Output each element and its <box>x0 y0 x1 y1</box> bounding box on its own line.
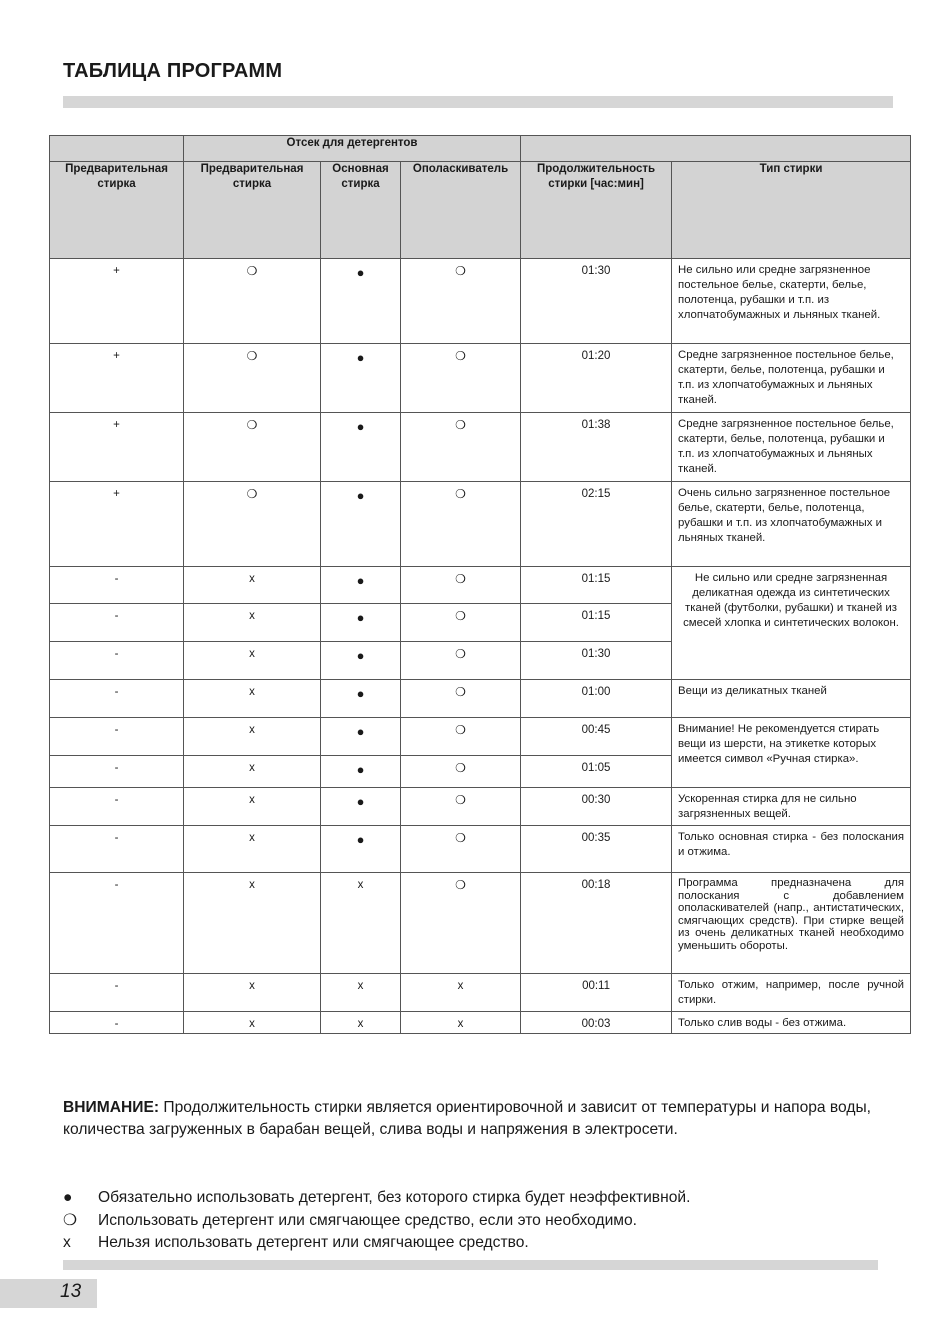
cell-wash-type: Ускоренная стирка для не сильно загрязненных вещей. <box>672 788 911 826</box>
cell-prewash: + <box>50 413 184 482</box>
cell-prewash: + <box>50 344 184 413</box>
cell-duration: 00:30 <box>521 788 672 826</box>
program-table <box>49 135 911 1034</box>
table-row <box>50 259 911 344</box>
cell-duration: 00:18 <box>521 873 672 974</box>
cell-duration: 01:15 <box>521 604 672 642</box>
cell-compartment-prewash: x <box>184 974 321 1012</box>
cell-prewash: - <box>50 873 184 974</box>
cell-compartment-main: ● <box>321 756 401 788</box>
cell-compartment-softener: ❍ <box>401 482 521 567</box>
cell-compartment-main: ● <box>321 604 401 642</box>
cell-wash-type: Средне загрязненное постельное белье, скатерти, белье, полотенца, рубашки и т.п. из хлопчатобумажных и льняных тканей. <box>672 413 911 482</box>
cell-compartment-softener: ❍ <box>401 718 521 756</box>
cell-compartment-softener: ❍ <box>401 567 521 604</box>
legend-text: Использовать детергент или смягчающее средство, если это необходимо. <box>98 1211 638 1229</box>
page-title: ТАБЛИЦА ПРОГРАММ <box>63 60 283 82</box>
cell-prewash: - <box>50 1012 184 1034</box>
cell-compartment-main: ● <box>321 788 401 826</box>
cell-compartment-main: x <box>321 873 401 974</box>
cell-duration: 00:35 <box>521 826 672 873</box>
cell-compartment-prewash: x <box>184 826 321 873</box>
cell-compartment-prewash: ❍ <box>184 482 321 567</box>
table-row <box>50 413 911 482</box>
cell-wash-type: Внимание! Не рекомендуется стирать вещи из шерсти, на этикетке которых имеется символ «Ручная стирка». <box>672 718 911 788</box>
cell-duration: 01:05 <box>521 756 672 788</box>
cell-compartment-main: ● <box>321 482 401 567</box>
cell-prewash: + <box>50 482 184 567</box>
cell-compartment-softener: ❍ <box>401 604 521 642</box>
cell-compartment-softener: ❍ <box>401 680 521 718</box>
duration-warning-note <box>63 1097 883 1140</box>
cell-compartment-main: ● <box>321 259 401 344</box>
cell-compartment-prewash: x <box>184 873 321 974</box>
cell-compartment-prewash: ❍ <box>184 344 321 413</box>
cell-compartment-main: ● <box>321 344 401 413</box>
cell-duration: 00:03 <box>521 1012 672 1034</box>
cell-prewash: - <box>50 567 184 604</box>
cell-wash-type: Только основная стирка - без полоскания и отжима. <box>672 826 911 873</box>
hollow-circle-icon: ❍ <box>63 1211 77 1229</box>
cell-compartment-main: x <box>321 1012 401 1034</box>
cell-compartment-prewash: x <box>184 567 321 604</box>
cell-prewash: - <box>50 642 184 680</box>
cell-prewash: - <box>50 788 184 826</box>
header-empty-cell <box>50 136 184 162</box>
cell-duration: 01:30 <box>521 642 672 680</box>
cell-prewash: - <box>50 756 184 788</box>
header-empty-cell <box>521 136 911 162</box>
header-wash-type: Тип стирки <box>672 162 911 259</box>
cell-compartment-prewash: x <box>184 680 321 718</box>
cell-compartment-softener: ❍ <box>401 788 521 826</box>
header-compartment-softener: Ополаскиватель <box>401 162 521 259</box>
cell-duration: 00:11 <box>521 974 672 1012</box>
cell-wash-type: Средне загрязненное постельное белье, скатерти, белье, полотенца, рубашки и т.п. из хлопчатобумажных и льняных тканей. <box>672 344 911 413</box>
cell-compartment-prewash: x <box>184 604 321 642</box>
filled-circle-icon: ● <box>63 1189 73 1206</box>
cell-prewash: - <box>50 680 184 718</box>
cell-compartment-prewash: x <box>184 788 321 826</box>
legend-text: Обязательно использовать детергент, без которого стирка будет неэффективной. <box>98 1189 691 1206</box>
cell-duration: 01:20 <box>521 344 672 413</box>
cell-compartment-main: ● <box>321 826 401 873</box>
cell-compartment-softener: ❍ <box>401 642 521 680</box>
table-row <box>50 788 911 826</box>
cell-wash-type: Только слив воды - без отжима. <box>672 1012 911 1034</box>
table-row <box>50 567 911 604</box>
cell-prewash: - <box>50 718 184 756</box>
table-row <box>50 344 911 413</box>
cell-prewash: - <box>50 974 184 1012</box>
legend-item <box>63 1232 690 1255</box>
legend-item <box>63 1210 690 1233</box>
cell-compartment-softener: ❍ <box>401 756 521 788</box>
header-compartment-main: Основная стирка <box>321 162 401 259</box>
table-header-row <box>50 162 911 259</box>
cell-duration: 01:38 <box>521 413 672 482</box>
footer-bar <box>63 1260 878 1270</box>
cross-icon: x <box>63 1234 71 1252</box>
page-number-box <box>0 1279 97 1308</box>
cell-compartment-softener: x <box>401 974 521 1012</box>
header-detergent-compartment: Отсек для детергентов <box>184 136 521 162</box>
page-number: 13 <box>60 1281 82 1302</box>
header-duration: Продолжительность стирки [час:мин] <box>521 162 672 259</box>
cell-wash-type: Не сильно или средне загрязненная деликатная одежда из синтетических тканей (футболки, рубашки) и тканей из смесей хлопка и синтетических волокон. <box>672 567 911 680</box>
cell-wash-type: Очень сильно загрязненное постельное белье, скатерти, белье, полотенца, рубашки и т.п. из хлопчатобумажных и льняных тканей. <box>672 482 911 567</box>
cell-duration: 02:15 <box>521 482 672 567</box>
warning-label: ВНИМАНИЕ: <box>63 1099 160 1116</box>
cell-compartment-main: ● <box>321 413 401 482</box>
table-row <box>50 680 911 718</box>
table-row <box>50 1012 911 1034</box>
cell-duration: 01:00 <box>521 680 672 718</box>
table-row <box>50 826 911 873</box>
cell-wash-type: Не сильно или средне загрязненное постельное белье, скатерти, белье, полотенца, рубашки и т.п. из хлопчатобумажных и льняных тканей. <box>672 259 911 344</box>
cell-compartment-main: ● <box>321 642 401 680</box>
cell-compartment-softener: ❍ <box>401 826 521 873</box>
cell-compartment-main: ● <box>321 567 401 604</box>
legend-item <box>63 1187 690 1210</box>
cell-wash-type: Вещи из деликатных тканей <box>672 680 911 718</box>
header-prewash: Предварительная стирка <box>50 162 184 259</box>
cell-duration: 01:30 <box>521 259 672 344</box>
cell-compartment-softener: ❍ <box>401 344 521 413</box>
legend-text: Нельзя использовать детергент или смягчающее средство. <box>98 1234 529 1252</box>
cell-compartment-softener: ❍ <box>401 259 521 344</box>
title-underline-bar <box>63 96 893 108</box>
cell-compartment-softener: ❍ <box>401 413 521 482</box>
cell-compartment-prewash: ❍ <box>184 413 321 482</box>
cell-wash-type: Программа предназначена для полоскания с добавлением ополаскивателей (напр., антистатических, смягчающих средств). При стирке вещей из очень деликатных тканей необходимо уменьшить обороты. <box>672 873 911 974</box>
cell-compartment-main: ● <box>321 680 401 718</box>
cell-wash-type: Только отжим, например, после ручной стирки. <box>672 974 911 1012</box>
cell-prewash: + <box>50 259 184 344</box>
symbol-legend <box>63 1187 690 1255</box>
warning-text: Продолжительность стирки является ориентировочной и зависит от температуры и напора воды, количества загруженных в барабан вещей, слива воды и напряжения в электросети. <box>63 1099 871 1138</box>
cell-compartment-prewash: x <box>184 642 321 680</box>
cell-compartment-prewash: x <box>184 756 321 788</box>
cell-compartment-prewash: ❍ <box>184 259 321 344</box>
cell-duration: 00:45 <box>521 718 672 756</box>
cell-duration: 01:15 <box>521 567 672 604</box>
table-row <box>50 482 911 567</box>
table-header-group-row <box>50 136 911 162</box>
cell-compartment-main: ● <box>321 718 401 756</box>
cell-prewash: - <box>50 826 184 873</box>
cell-compartment-prewash: x <box>184 718 321 756</box>
table-row <box>50 873 911 974</box>
cell-compartment-softener: ❍ <box>401 873 521 974</box>
table-row <box>50 974 911 1012</box>
table-row <box>50 718 911 756</box>
cell-compartment-main: x <box>321 974 401 1012</box>
header-compartment-prewash: Предварительная стирка <box>184 162 321 259</box>
cell-compartment-softener: x <box>401 1012 521 1034</box>
cell-prewash: - <box>50 604 184 642</box>
cell-compartment-prewash: x <box>184 1012 321 1034</box>
